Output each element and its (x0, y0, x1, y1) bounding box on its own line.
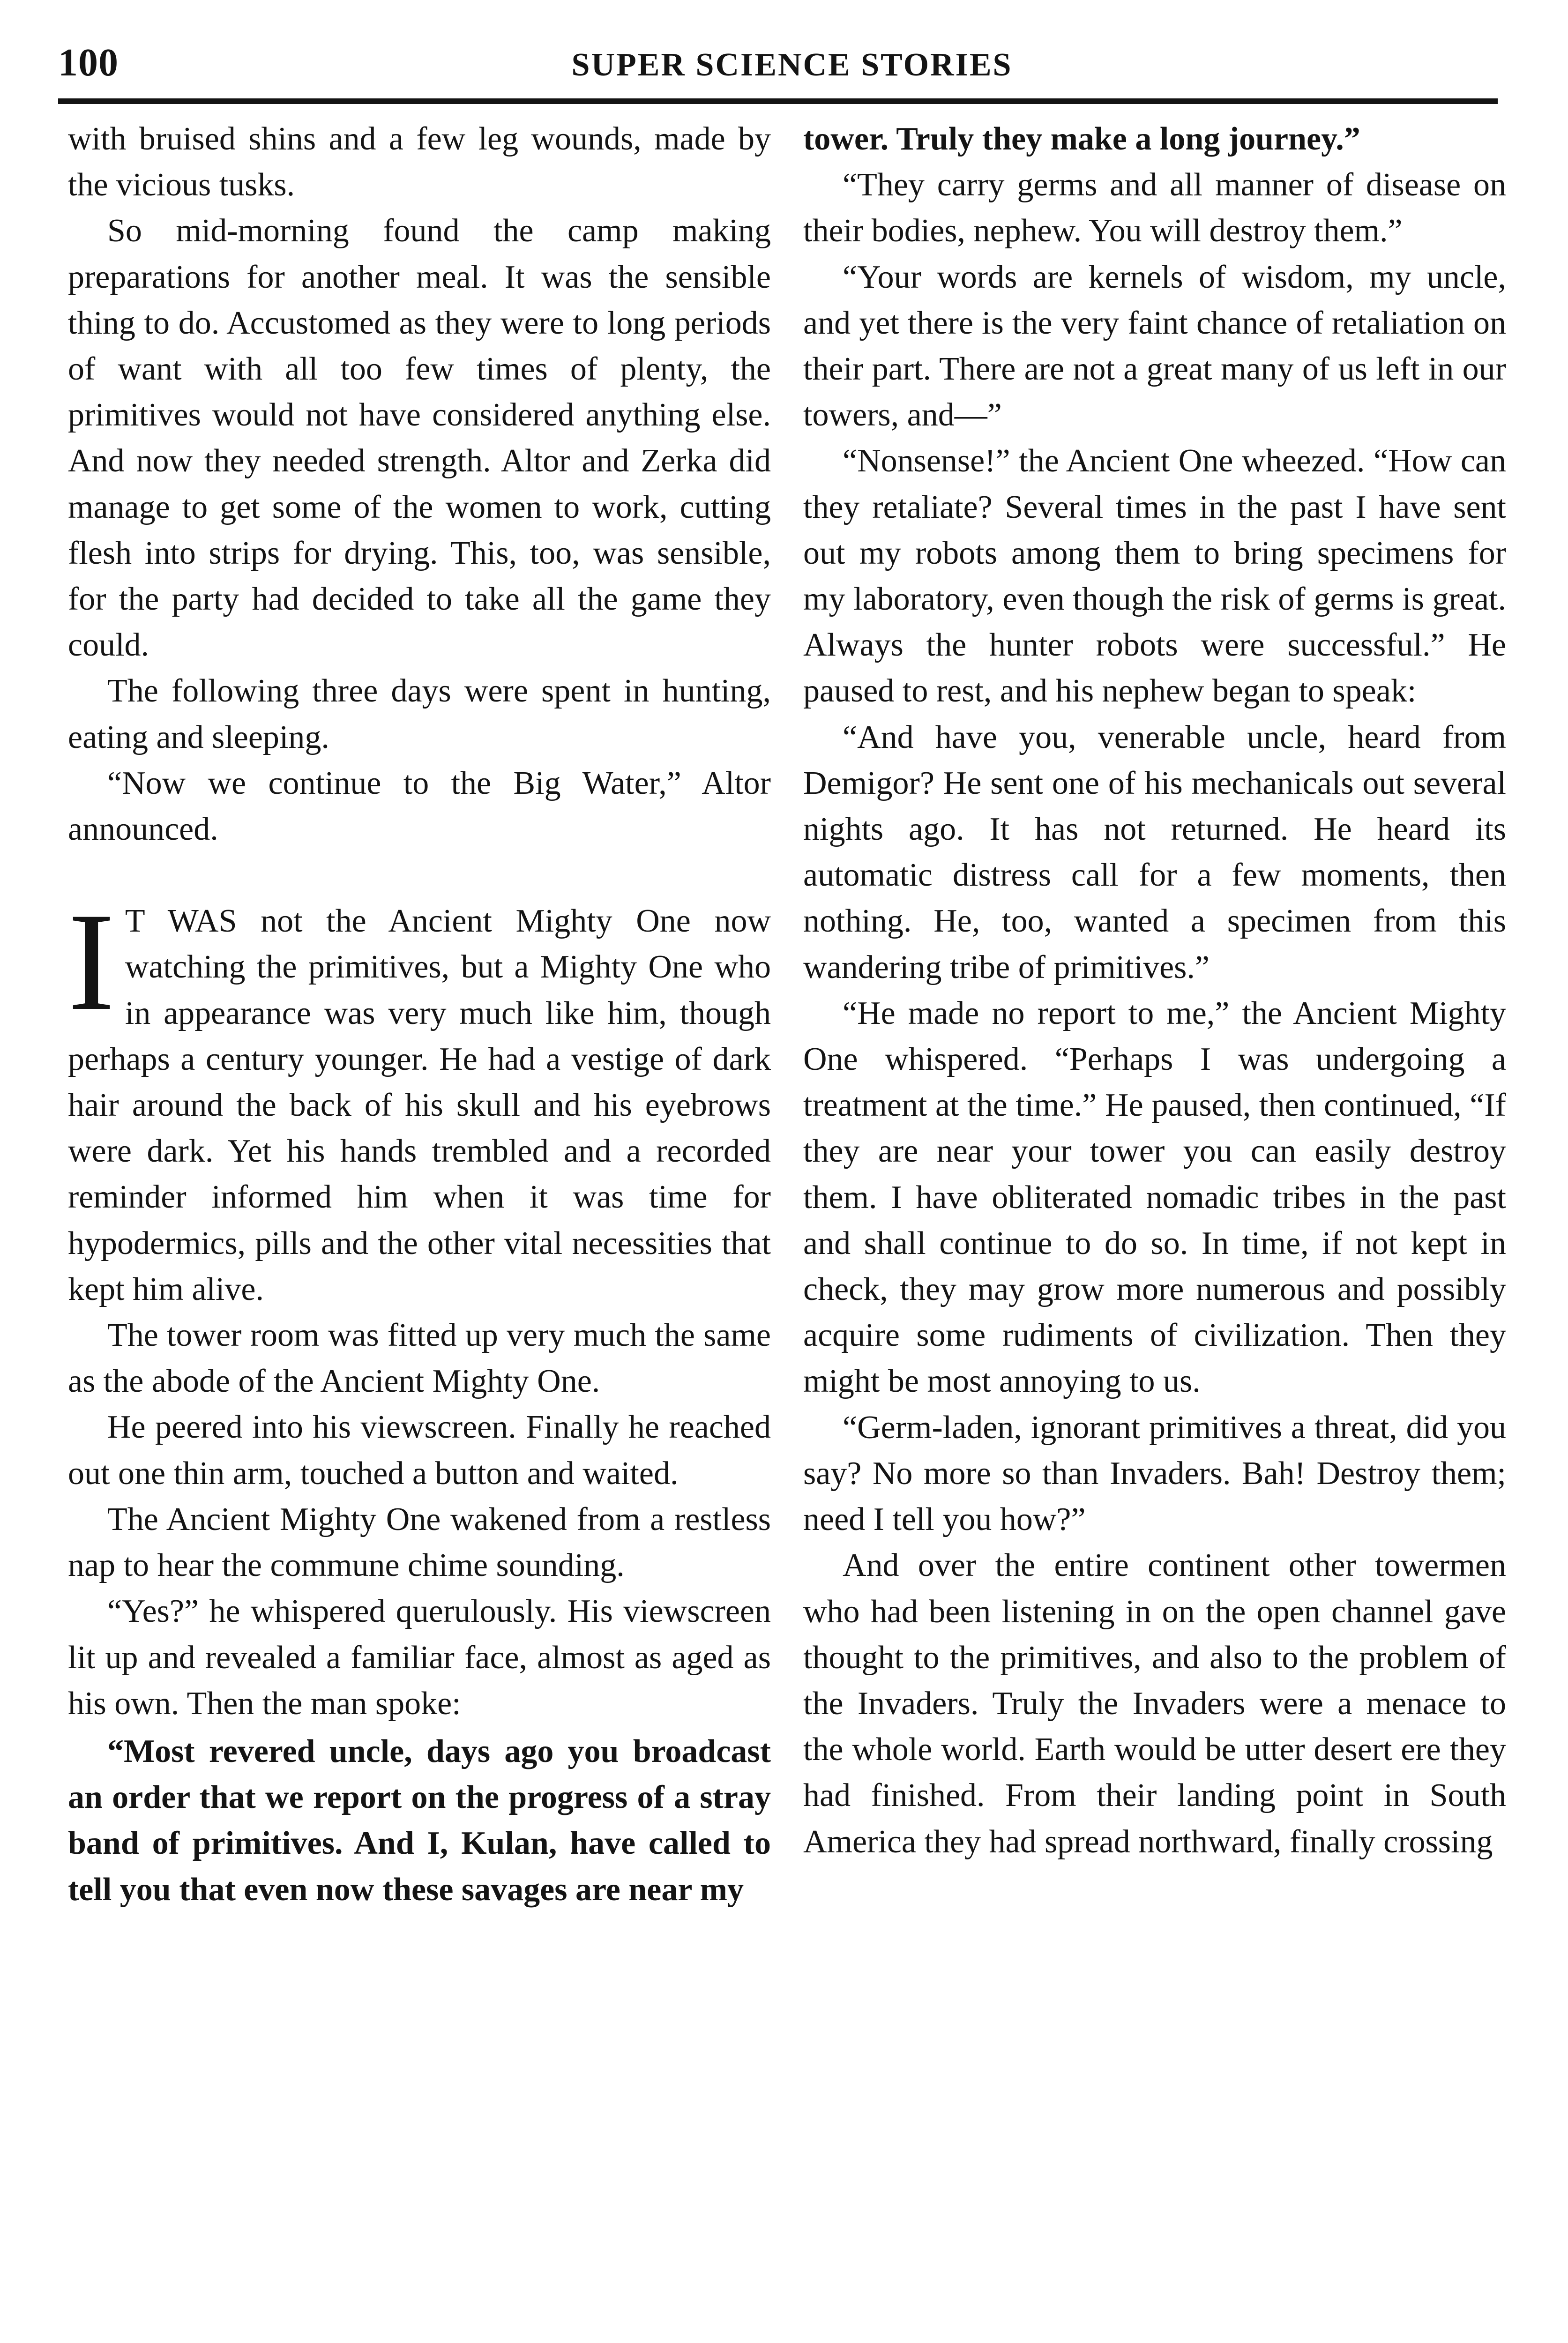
right-column (803, 116, 1506, 1865)
paragraph: “Most revered uncle, days ago you broadcast an order that we report on the progress of a stray band of primitives. And I, Kulan, have called to tell you that even now these savages are near my (68, 1733, 771, 1908)
page-number: 100 (58, 41, 119, 84)
paragraph: “Now we continue to the Big Water,” Altor announced. (68, 765, 771, 848)
drop-cap: I (68, 884, 115, 1040)
paragraph: He peered into his viewscreen. Finally he reached out one thin arm, touched a button and waited. (68, 1409, 771, 1492)
section-opening-paragraph (68, 884, 771, 1313)
paragraph: “Your words are kernels of wisdom, my uncle, and yet there is the very faint chance of retaliation on their part. There are not a great many of us left in our towers, and—” (803, 259, 1506, 433)
paragraph: So mid-morning found the camp making preparations for another meal. It was the sensible thing to do. Accustomed as they were to long periods of want with all too few times of plenty, the primitives would not have considered anything else. And now they needed strength. Altor and Zerka did manage to get some of the women to work, cutting flesh into strips for drying. This, too, was sensible, for the party had decided to take all the game they could. (68, 213, 771, 664)
paragraph: The tower room was fitted up very much the same as the abode of the Ancient Mighty One. (68, 1317, 771, 1400)
header-rule (58, 98, 1498, 104)
section-opening-text: T WAS not the Ancient Mighty One now watching the primitives, but a Mighty One who in appearance was very much like him, though perhaps a century younger. He had a vestige of dark hair around the back of his skull and his eyebrows were dark. Yet his hands trembled and a recorded reminder informed him when it was time for hypodermics, pills and the other vital necessities that kept him alive. (68, 903, 771, 1307)
paragraph: “Germ-laden, ignorant primitives a threat, did you say? No more so than Invaders. Bah! Destroy them; need I tell you how?” (803, 1409, 1506, 1538)
paragraph: “And have you, venerable uncle, heard from Demigor? He sent one of his mechanicals out several nights ago. It has not returned. He heard its automatic distress call for a few moments, then nothing. He, too, wanted a specimen from this wandering tribe of primitives.” (803, 719, 1506, 985)
paragraph: “Yes?” he whispered querulously. His viewscreen lit up and revealed a familiar face, almost as aged as his own. Then the man spoke: (68, 1593, 771, 1722)
paragraph: tower. Truly they make a long journey.” (803, 121, 1360, 157)
paragraph: And over the entire continent other towermen who had been listening in on the open channel gave thought to the primitives, and also to the problem of the Invaders. Truly the Invaders were a menace to the whole world. Earth would be utter desert ere they had finished. From their landing point in South America they had spread northward, finally crossing (803, 1547, 1506, 1860)
paragraph: The Ancient Mighty One wakened from a restless nap to hear the commune chime sounding. (68, 1501, 771, 1584)
paragraph: “They carry germs and all manner of disease on their bodies, nephew. You will destroy them.” (803, 167, 1506, 249)
running-head-title: SUPER SCIENCE STORIES (571, 47, 1013, 83)
paragraph: “He made no report to me,” the Ancient Mighty One whispered. “Perhaps I was undergoing a treatment at the time.” He paused, then continued, “If they are near your tower you can easily destroy them. I have obliterated nomadic tribes in the past and shall continue to do so. In time, if not kept in check, they may grow more numerous and possibly acquire some rudiments of civilization. Then they might be most annoying to us. (803, 995, 1506, 1400)
paragraph: with bruised shins and a few leg wounds, made by the vicious tusks. (68, 121, 771, 203)
paragraph: “Nonsense!” the Ancient One wheezed. “How can they retaliate? Several times in the past I have sent out my robots among them to bring specimens for my laboratory, even though the risk of germs is great. Always the hunter robots were successful.” He paused to rest, and his nephew began to speak: (803, 443, 1506, 709)
left-column (68, 116, 771, 1913)
paragraph: The following three days were spent in hunting, eating and sleeping. (68, 673, 771, 755)
